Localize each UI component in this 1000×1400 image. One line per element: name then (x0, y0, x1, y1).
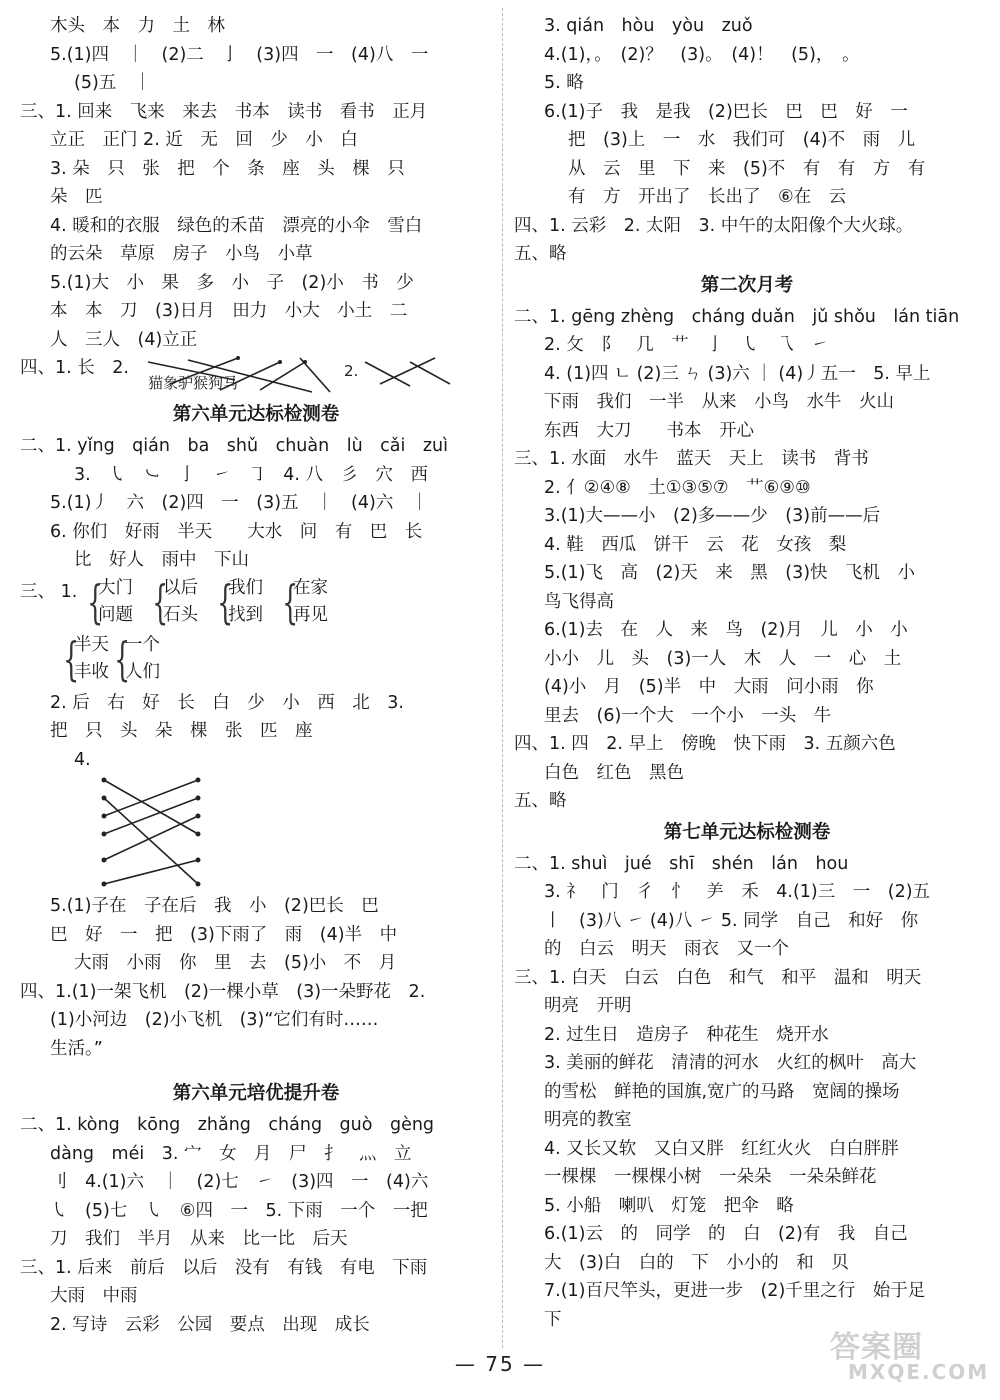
answer-line: 木头 本 力 土 林 (50, 16, 225, 36)
answer-line: 有 方 开出了 长出了 ⑥在 云 (568, 187, 847, 207)
word: 在家 (293, 577, 328, 598)
answer-line: 3. ㇂ ㇃ 亅 ㇀ ㇆ 4. 八 彡 穴 西 (74, 464, 428, 485)
word: 大门 (98, 577, 133, 598)
section-two-heading: 二、1. yǐng qián ba shǔ chuàn lù cǎi zuì (20, 436, 449, 456)
answer-line: 2. 亻②④⑧ 土①③⑤⑦ 艹⑥⑨⑩ (544, 477, 811, 498)
word: 人们 (125, 661, 160, 682)
crossing-lines-icon (20, 774, 492, 892)
answer-line: 4. 又长又软 又白又胖 红红火火 白白胖胖 (544, 1138, 899, 1159)
brace-icon: { (114, 631, 131, 686)
brace-group-row (20, 575, 492, 632)
answer-line: ㇂ (5)七 ㇂ ⑥四 一 5. 下雨 一个 一把 (50, 1200, 428, 1221)
matching-answer-row (20, 354, 492, 392)
answer-line: 丨 (3)八 ㇀ (4)八 ㇀ 5. 同学 自己 和好 你 (544, 910, 919, 931)
answer-line: 5.(1)飞 高 (2)天 来 黑 (3)快 飞机 小 (544, 563, 916, 583)
page-number: — 75 — (454, 1352, 546, 1376)
answer-line: 5.(1)大 小 果 多 小 子 (2)小 书 少 (50, 272, 414, 293)
section-two-heading: 二、1. kòng kōng zhǎng cháng guò gèng (20, 1115, 435, 1135)
section-three-heading: 三、1. 水面 水牛 蓝天 天上 读书 背书 (514, 449, 869, 469)
word: 以后 (163, 577, 198, 598)
brace-icon: { (282, 574, 299, 629)
answer-line: 刂 4.(1)六 ｜ (2)七 ㇀ (3)四 一 (4)六 (50, 1172, 429, 1192)
answer-line: 5.(1)四 ｜ (2)二 亅 (3)四 一 (4)八 一 (50, 44, 429, 65)
section-five-heading: 五、略 (514, 244, 567, 264)
answer-line: 生活。” (50, 1038, 103, 1059)
answer-line: 刀 我们 半月 从来 比一比 后天 (50, 1229, 348, 1249)
question-number: 2. (344, 362, 359, 380)
right-column (514, 12, 980, 1334)
section-four-heading: 四、1. 长 2. (20, 358, 129, 378)
animal-labels: 猫象驴猴狗马 (148, 374, 239, 392)
answer-line: 2. 写诗 云彩 公园 要点 出现 成长 (50, 1314, 370, 1335)
answer-line: 6.(1)云 的 同学 的 白 (2)有 我 自己 (544, 1224, 908, 1244)
answer-line: 5.(1)子在 子在后 我 小 (2)巴长 巴 (50, 896, 379, 916)
answer-line: 的云朵 草原 房子 小鸟 小草 (50, 244, 313, 264)
section-title: 第六单元培优提升卷 (172, 1083, 340, 1104)
answer-line: 明亮的教室 (544, 1110, 632, 1130)
answer-line: 把 只 头 朵 棵 张 匹 座 (50, 721, 313, 741)
answer-line: 下雨 我们 一半 从来 小鸟 水牛 火山 (544, 392, 894, 412)
answer-line: 人 三人 (4)立正 (50, 329, 198, 350)
column-divider (502, 8, 503, 1348)
answer-line: 一棵棵 一棵棵小树 一朵朵 一朵朵鲜花 (544, 1167, 877, 1187)
word: 石头 (163, 604, 198, 625)
section-three-heading: 三、 1. (20, 581, 78, 602)
brace-icon: { (217, 574, 234, 629)
answer-line: 3. 美丽的鲜花 清清的河水 火红的枫叶 高大 (544, 1053, 917, 1073)
answer-line: 4. (1)四 ㄴ (2)三 ㄣ (3)六 ｜ (4)丿五一 5. 早上 (544, 363, 931, 384)
answer-line: 把 (3)上 一 水 我们可 (4)不 雨 儿 (568, 130, 916, 150)
brace-group-row (20, 632, 492, 689)
watermark-logo: 答案圈 (830, 1330, 923, 1365)
answer-line: 4. 鞋 西瓜 饼干 云 花 女孩 梨 (544, 534, 847, 555)
answer-line: 5. 小船 喇叭 灯笼 把伞 略 (544, 1195, 794, 1216)
word: 再见 (293, 604, 328, 625)
answer-line: 3. qián hòu yòu zuǒ (544, 16, 753, 36)
answer-line: 东西 大刀 书本 开心 (544, 420, 754, 441)
word-group (111, 632, 160, 686)
watermark-url: MXQE.COM (848, 1360, 990, 1384)
section-three-heading: 三、1. 后来 前后 以后 没有 有钱 有电 下雨 (20, 1257, 428, 1278)
answer-line: 3.(1)大——小 (2)多——少 (3)前——后 (544, 506, 881, 526)
answer-line: 6.(1)子 我 是我 (2)巴长 巴 巴 好 一 (544, 101, 908, 122)
answer-line: 大 (3)白 白的 下 小小的 和 贝 (544, 1252, 849, 1273)
answer-line: 2. 后 右 好 长 白 少 小 西 北 3. (50, 692, 404, 713)
word: 我们 (228, 577, 263, 598)
brace-icon: { (87, 574, 104, 629)
answer-line: 4. 暖和的衣服 绿色的禾苗 漂亮的小伞 雪白 (50, 215, 423, 236)
answer-line: 里去 (6)一个大 一个小 一头 牛 (544, 705, 832, 726)
answer-line: dàng méi 3. 宀 女 月 尸 扌 灬 立 (50, 1143, 412, 1164)
answer-line: 3. 朵 只 张 把 个 条 座 头 棵 只 (50, 158, 405, 179)
answer-line: 6.(1)去 在 人 来 鸟 (2)月 儿 小 小 (544, 620, 908, 640)
answer-line: 6. 你们 好雨 半天 大水 问 有 巴 长 (50, 521, 423, 542)
brace-icon: { (63, 631, 80, 686)
section-title: 第二次月考 (700, 274, 794, 296)
answer-line: 大雨 小雨 你 里 去 (5)小 不 月 (74, 953, 397, 973)
word-group (149, 575, 198, 629)
answer-line: 大雨 中雨 (50, 1286, 138, 1306)
answer-line: 小小 儿 头 (3)一人 木 人 一 心 土 (544, 648, 902, 669)
word-group (84, 575, 133, 629)
word: 找到 (228, 604, 263, 625)
answer-line: 白色 红色 黑色 (544, 762, 684, 783)
section-five-heading: 五、略 (514, 791, 567, 811)
answer-line: 2. 攵 阝 几 艹 亅 ㇂ 乁 ㇀ (544, 335, 829, 355)
brace-icon: { (152, 574, 169, 629)
answer-line: 本 本 刀 (3)日月 田力 小大 小土 二 (50, 301, 408, 321)
answer-line: 4. (74, 749, 91, 770)
answer-line: 5. 略 (544, 73, 584, 93)
word: 问题 (98, 604, 133, 625)
answer-line: 巴 好 一 把 (3)下雨了 雨 (4)半 中 (50, 924, 398, 945)
word-group (214, 575, 263, 629)
section-four-heading: 四、1. 四 2. 早上 傍晚 快下雨 3. 五颜六色 (514, 734, 896, 754)
section-title: 第七单元达标检测卷 (663, 821, 831, 843)
word-group (279, 575, 328, 629)
answer-line: (4)小 月 (5)半 中 大雨 问小雨 你 (544, 677, 874, 697)
left-column (20, 12, 492, 1339)
answer-line: 朵 匹 (50, 187, 103, 207)
answer-line: 7.(1)百尺竿头，更进一步 (2)千里之行 始于足 (544, 1281, 926, 1301)
answer-line: 4.(1)，。 (2)？ (3)。 (4)！ (5)， 。 (544, 44, 860, 65)
answer-line: 从 云 里 下 来 (5)不 有 有 方 有 (568, 158, 926, 179)
answer-line: 2. 过生日 造房子 种花生 烧开水 (544, 1024, 829, 1045)
word: 半天 (74, 634, 109, 655)
word-group (60, 632, 109, 686)
indent (20, 632, 60, 635)
answer-line: 鸟飞得高 (544, 591, 614, 612)
word: 一个 (125, 634, 160, 655)
word: 丰收 (74, 661, 109, 682)
section-four-heading: 四、1.(1)一架飞机 (2)一棵小草 (3)一朵野花 2. (20, 981, 426, 1002)
section-three-heading: 三、1. 回来 飞来 来去 书本 读书 看书 正月 (20, 101, 428, 122)
answer-line: 明亮 开明 (544, 996, 632, 1016)
section-two-heading: 二、1. shuì jué shī shén lán hou (514, 853, 849, 874)
answer-line: (1)小河边 (2)小飞机 (3)“它们有时…… (50, 1010, 379, 1030)
section-four-heading: 四、1. 云彩 2. 太阳 3. 中午的太阳像个大火球。 (514, 215, 914, 236)
answer-line: 立正 正门 2. 近 无 回 少 小 白 (50, 130, 358, 150)
section-three-heading: 三、1. 白天 白云 白色 和气 和平 温和 明天 (514, 967, 922, 988)
section-title: 第六单元达标检测卷 (172, 404, 340, 425)
matching-lines-diagram (20, 354, 492, 394)
answer-line: 3. 礻 门 彳 忄 ⺶ 禾 4.(1)三 一 (2)五 (544, 882, 931, 902)
answer-line: 比 好人 雨中 下山 (74, 550, 249, 570)
section-two-heading: 二、1. gēng zhèng cháng duǎn jǔ shǒu lán tiān (514, 306, 960, 327)
spacer (20, 1063, 492, 1077)
matching-lines-diagram (20, 774, 492, 892)
answer-line: 5.(1)丿 六 (2)四 一 (3)五 ｜ (4)六 ｜ (50, 493, 429, 513)
answer-line: 的 白云 明天 雨衣 又一个 (544, 939, 789, 959)
answer-line: 下 (544, 1309, 562, 1330)
answer-line: (5)五 ｜ (74, 73, 152, 93)
answer-line: 的雪松 鲜艳的国旗,宽广的马路 宽阔的操场 (544, 1081, 900, 1102)
